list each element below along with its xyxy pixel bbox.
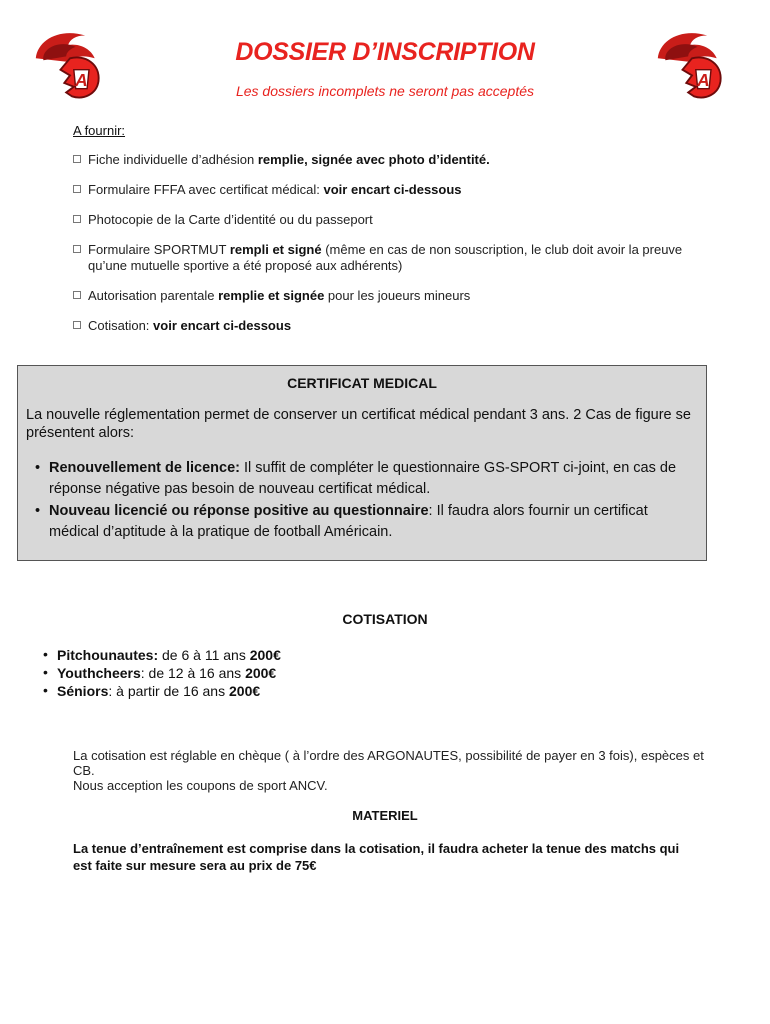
checklist-item: Cotisation: voir encart ci-dessous — [73, 318, 713, 334]
bullet-icon: • — [43, 682, 48, 698]
page-title: DOSSIER D’INSCRIPTION — [235, 38, 535, 66]
checkbox-icon — [73, 155, 81, 163]
bullet-icon: • — [43, 664, 48, 680]
checklist-item: Fiche individuelle d’adhésion remplie, signée avec photo d’identité. — [73, 152, 713, 168]
payment-info — [73, 748, 713, 793]
checkbox-icon — [73, 185, 81, 193]
checklist-item: Formulaire SPORTMUT rempli et signé (même en cas de non souscription, le club doit avoir la preuve qu’une mutuelle sportive a été proposé aux adhérents) — [73, 242, 713, 274]
logo-letter: A — [697, 70, 710, 90]
checkbox-icon — [73, 215, 81, 223]
cotisation-item: • Pitchounautes: de 6 à 11 ans 200€ — [43, 646, 281, 663]
fournir-checklist — [73, 152, 713, 334]
certificat-intro: La nouvelle réglementation permet de conserver un certificat médical pendant 3 ans. 2 Cas de figure se présentent alors: — [26, 407, 691, 441]
payment-line: La cotisation est réglable en chèque ( à l’ordre des ARGONAUTES, possibilité de payer en 3 fois), espèces et CB. — [73, 748, 704, 778]
cotisation-list — [40, 646, 281, 700]
certificat-list — [26, 458, 701, 544]
cotisation-item: • Youthcheers: de 12 à 16 ans 200€ — [43, 664, 277, 681]
checklist-item: Formulaire FFFA avec certificat médical: voir encart ci-dessous — [73, 182, 713, 198]
bullet-icon: • — [43, 646, 48, 662]
certificat-item: • Renouvellement de licence: Il suffit de compléter le questionnaire GS-SPORT ci-joint, en cas de réponse négative pas besoin de nouveau certificat médical. — [35, 460, 677, 497]
checkbox-icon — [73, 291, 81, 299]
certificat-medical-box — [17, 365, 707, 561]
payment-line: Nous acception les coupons de sport ANCV. — [73, 778, 328, 793]
page-subtitle: Les dossiers incomplets ne seront pas acceptés — [235, 83, 535, 99]
fournir-heading: A fournir: — [73, 123, 126, 138]
cotisation-item: • Séniors: à partir de 16 ans 200€ — [43, 682, 261, 699]
certificat-title: CERTIFICAT MEDICAL — [287, 375, 437, 391]
bullet-icon: • — [35, 460, 41, 476]
checkbox-icon — [73, 321, 81, 329]
checklist-item: Autorisation parentale remplie et signée pour les joueurs mineurs — [73, 288, 713, 304]
checkbox-icon — [73, 245, 81, 253]
logo-letter: A — [75, 70, 88, 90]
materiel-text: La tenue d’entraînement est comprise dans la cotisation, il faudra acheter la tenue des matchs qui est faite sur mesure sera au prix de 75€ — [73, 841, 680, 873]
bullet-icon: • — [35, 503, 41, 519]
certificat-item: • Nouveau licencié ou réponse positive au questionnaire: Il faudra alors fournir un certificat médical d’aptitude à la pratique de football Américain. — [35, 503, 648, 540]
checklist-item: Photocopie de la Carte d’identité ou du passeport — [73, 212, 713, 228]
cotisation-title: COTISATION — [342, 611, 428, 627]
materiel-title: MATERIEL — [352, 808, 418, 823]
